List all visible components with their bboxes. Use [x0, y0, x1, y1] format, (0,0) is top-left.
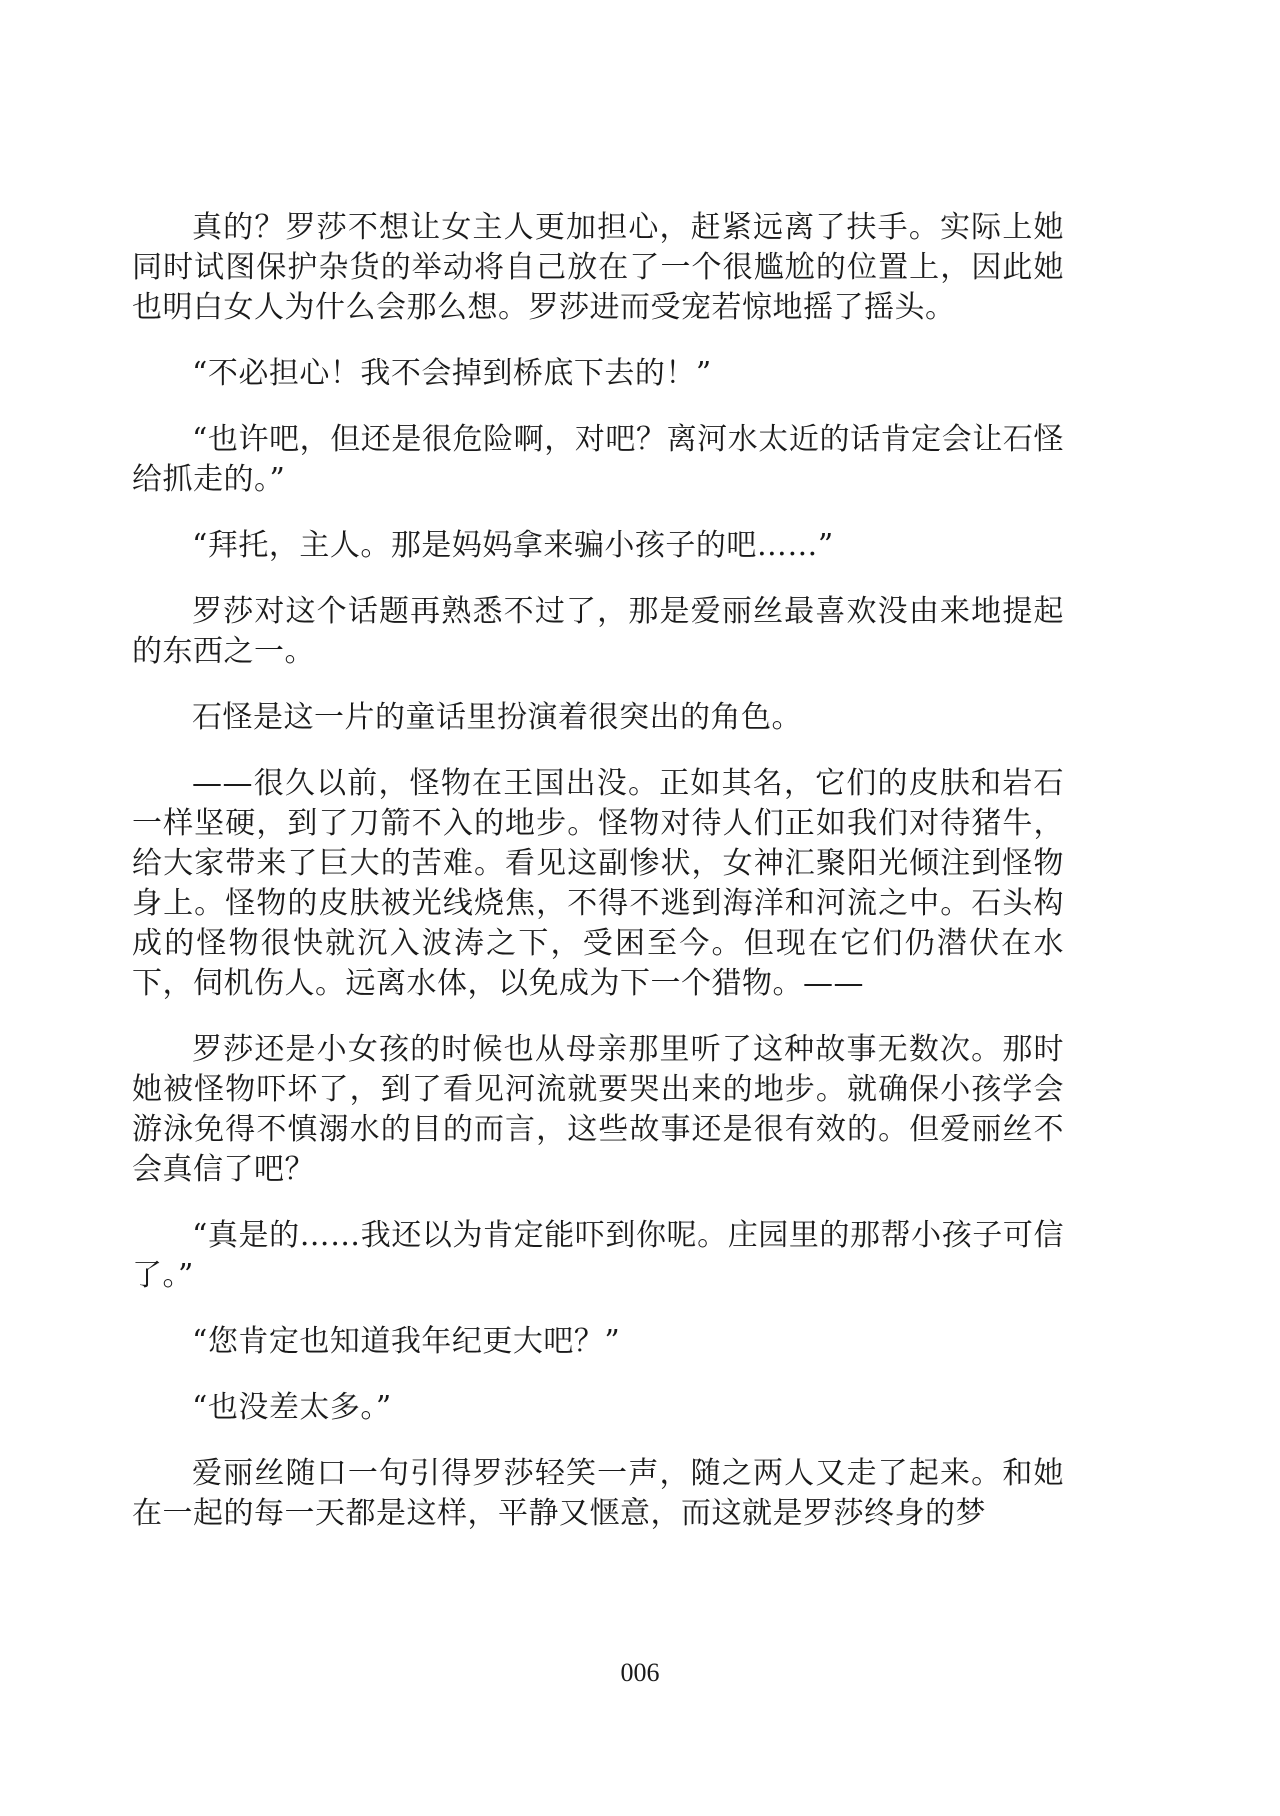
paragraph: “您肯定也知道我年纪更大吧？”	[192, 1324, 621, 1359]
page-number: 006	[620, 1658, 660, 1687]
paragraph: “不必担心！我不会掉到桥底下去的！”	[192, 356, 712, 391]
paragraph: 罗莎对这个话题再熟悉不过了，那是爱丽丝最喜欢没由来地提起的东西之一。	[132, 594, 1064, 669]
paragraph: “拜托，主人。那是妈妈拿来骗小孩子的吧……”	[192, 528, 834, 563]
paragraph: 石怪是这一片的童话里扮演着很突出的角色。	[192, 700, 802, 735]
paragraph: 罗莎还是小女孩的时候也从母亲那里听了这种故事无数次。那时她被怪物吓坏了，到了看见河流就要哭出来的地步。就确保小孩学会游泳免得不慎溺水的目的而言，这些故事还是很有效的。但爱丽丝不会真信了吧？	[132, 1032, 1064, 1187]
body-text	[132, 208, 1064, 1560]
paragraph: “也没差太多。”	[192, 1390, 392, 1425]
paragraph: 爱丽丝随口一句引得罗莎轻笑一声，随之两人又走了起来。和她在一起的每一天都是这样，平静又惬意，而这就是罗莎终身的梦	[132, 1456, 1064, 1531]
paragraph: “真是的……我还以为肯定能吓到你呢。庄园里的那帮小孩子可信了。”	[132, 1218, 1064, 1293]
paragraph: ——很久以前，怪物在王国出没。正如其名，它们的皮肤和岩石一样坚硬，到了刀箭不入的地步。怪物对待人们正如我们对待猪牛，给大家带来了巨大的苦难。看见这副惨状，女神汇聚阳光倾注到怪物身上。怪物的皮肤被光线烧焦，不得不逃到海洋和河流之中。石头构成的怪物很快就沉入波涛之下，受困至今。但现在它们仍潜伏在水下，伺机伤人。远离水体，以免成为下一个猎物。——	[132, 766, 1064, 1001]
paragraph: “也许吧，但还是很危险啊，对吧？离河水太近的话肯定会让石怪给抓走的。”	[132, 422, 1064, 497]
paragraph: 真的？罗莎不想让女主人更加担心，赶紧远离了扶手。实际上她同时试图保护杂货的举动将自己放在了一个很尴尬的位置上，因此她也明白女人为什么会那么想。罗莎进而受宠若惊地摇了摇头。	[132, 210, 1064, 325]
